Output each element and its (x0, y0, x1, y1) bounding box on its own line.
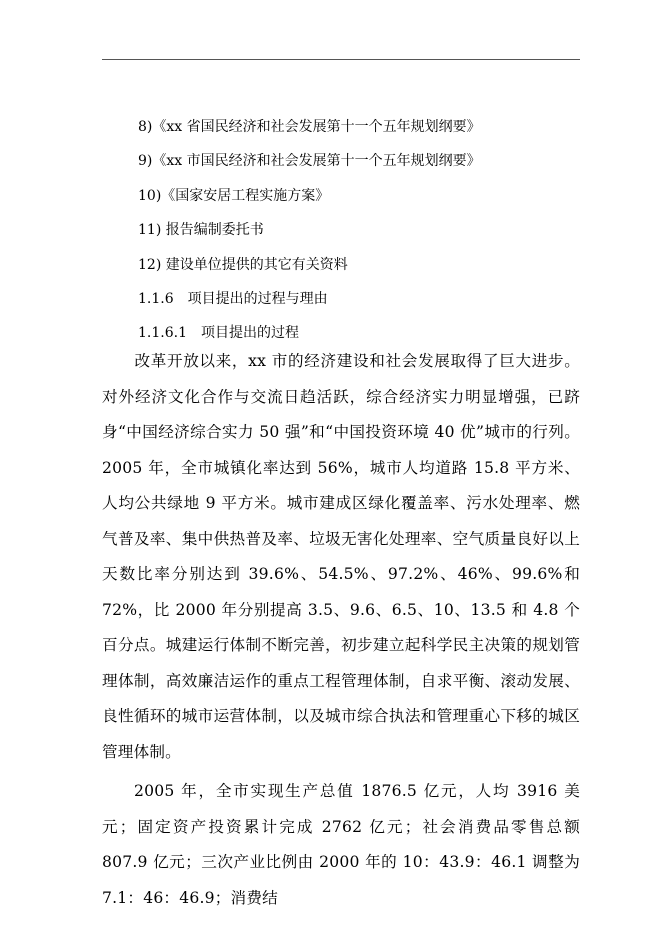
document-body (102, 118, 580, 916)
body-paragraph (102, 774, 580, 916)
paragraph-text: 2005 年，全市实现生产总值 1876.5 亿元，人均 3916 美元；固定资产投资累计完成 2762 亿元；社会消费品零售总额 807.9 亿元；三次产业比例由 2000 年的 10：43.9：46.1 调整为 7.1：46：46.9；消费结 (102, 782, 580, 907)
reference-item-9: 9)《xx 市国民经济和社会发展第十一个五年规划纲要》 (138, 153, 481, 170)
section-heading-1-1-6 (102, 290, 580, 308)
reference-item-11: 11) 报告编制委托书 (138, 222, 264, 239)
section-number: 1.1.6.1 (138, 325, 187, 342)
reference-item-12: 12) 建设单位提供的其它有关资料 (138, 256, 348, 273)
reference-item-10: 10)《国家安居工程实施方案》 (138, 187, 330, 204)
section-number: 1.1.6 (138, 290, 174, 307)
header-rule (102, 59, 580, 60)
body-paragraph (102, 344, 580, 770)
section-title: 项目提出的过程与理由 (187, 290, 328, 307)
section-heading-1-1-6-1 (102, 324, 580, 342)
paragraph-text: 改革开放以来，xx 市的经济建设和社会发展取得了巨大进步。对外经济文化合作与交流日趋活跃，综合经济实力明显增强，已跻身“中国经济综合实力 50 强”和“中国投资环境 40 优”城市的行列。2005 年，全市城镇化率达到 56%，城市人均道路 15.8 平方米、人均公共绿地 9 平方米。城市建成区绿化覆盖率、污水处理率、燃气普及率、集中供热普及率、垃圾无害化处理率、空气质量良好以上天数比率分别达到 39.6%、54.5%、97.2%、46%、99.6%和 72%，比 2000 年分别提高 3.5、9.6、6.5、10、13.5 和 4.8 个百分点。城建运行体制不断完善，初步建立起科学民主决策的规划管理体制，高效廉洁运作的重点工程管理体制，自求平衡、滚动发展、良性循环的城市运营体制，以及城市综合执法和管理重心下移的城区管理体制。 (102, 352, 580, 761)
reference-item-8: 8)《xx 省国民经济和社会发展第十一个五年规划纲要》 (138, 119, 481, 135)
section-title: 项目提出的过程 (200, 325, 299, 342)
